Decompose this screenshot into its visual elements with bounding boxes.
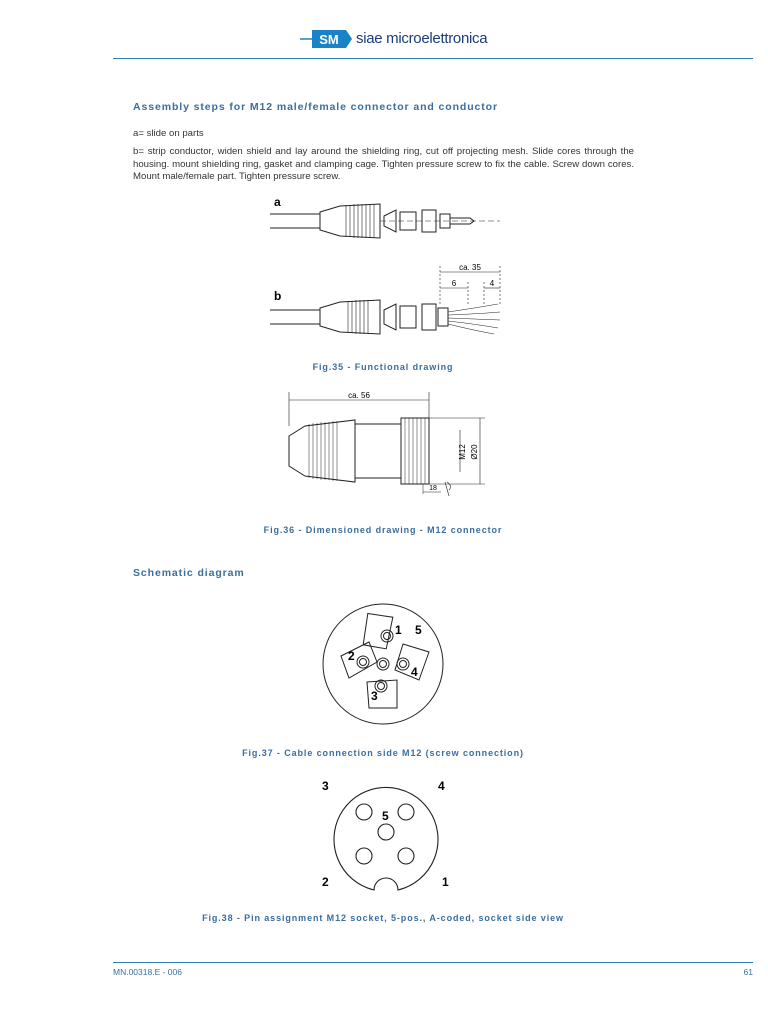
brand-name: siae microelettronica [356, 30, 488, 47]
dim-ca35: ca. 35 [459, 263, 481, 272]
footer-rule [113, 962, 753, 963]
dim-4: 4 [489, 279, 495, 288]
section-title-schematic: Schematic diagram [133, 567, 245, 579]
dim-18: 18 [429, 485, 437, 492]
fig38-caption: Fig.38 - Pin assignment M12 socket, 5-pos., A-coded, socket side view [202, 913, 564, 923]
fig37-pin-4: 4 [411, 665, 418, 679]
pin-assignment-diagram [310, 774, 460, 902]
dimensioned-drawing [275, 386, 495, 506]
document-code: MN.00318.E - 006 [113, 967, 182, 977]
fig35-label-b: b [274, 289, 282, 303]
logo-mark-icon [300, 22, 360, 56]
step-b-text: b= strip conductor, widen shield and lay around the shielding ring, cut off projecting mesh. Slide cores through the housing. mount shielding ring, gasket and clamping cage. Tighten pressure screw to fix the cable. Screw down cores. Mount male/female part. Tighten pressure screw. [133, 146, 634, 183]
functional-drawing [260, 192, 505, 342]
fig38-pin-3: 3 [322, 779, 329, 793]
fig36-caption: Fig.36 - Dimensioned drawing - M12 connector [263, 525, 503, 535]
dim-ca56: ca. 56 [348, 391, 370, 400]
dim-6: 6 [451, 279, 457, 288]
dim-d20: Ø20 [470, 444, 479, 460]
dim-m12: M12 [458, 444, 467, 460]
fig35-caption: Fig.35 - Functional drawing [312, 362, 454, 372]
step-a-text: a= slide on parts [133, 128, 204, 139]
fig35-label-a: a [274, 195, 281, 209]
section-title-assembly: Assembly steps for M12 male/female connector and conductor [133, 101, 498, 113]
fig38-pin-4: 4 [438, 779, 445, 793]
fig38-pin-2: 2 [322, 875, 329, 889]
fig38-pin-5: 5 [382, 809, 389, 823]
fig38-pin-1: 1 [442, 875, 449, 889]
header-rule [113, 58, 753, 59]
logo-text: SM [319, 32, 339, 47]
fig37-caption: Fig.37 - Cable connection side M12 (screw connection) [242, 748, 524, 758]
fig37-pin-1: 1 [395, 623, 402, 637]
fig37-pin-5: 5 [415, 623, 422, 637]
page-number: 61 [743, 967, 753, 977]
cable-connection-diagram [313, 598, 453, 733]
fig37-pin-3: 3 [371, 689, 378, 703]
fig37-pin-2: 2 [348, 649, 355, 663]
